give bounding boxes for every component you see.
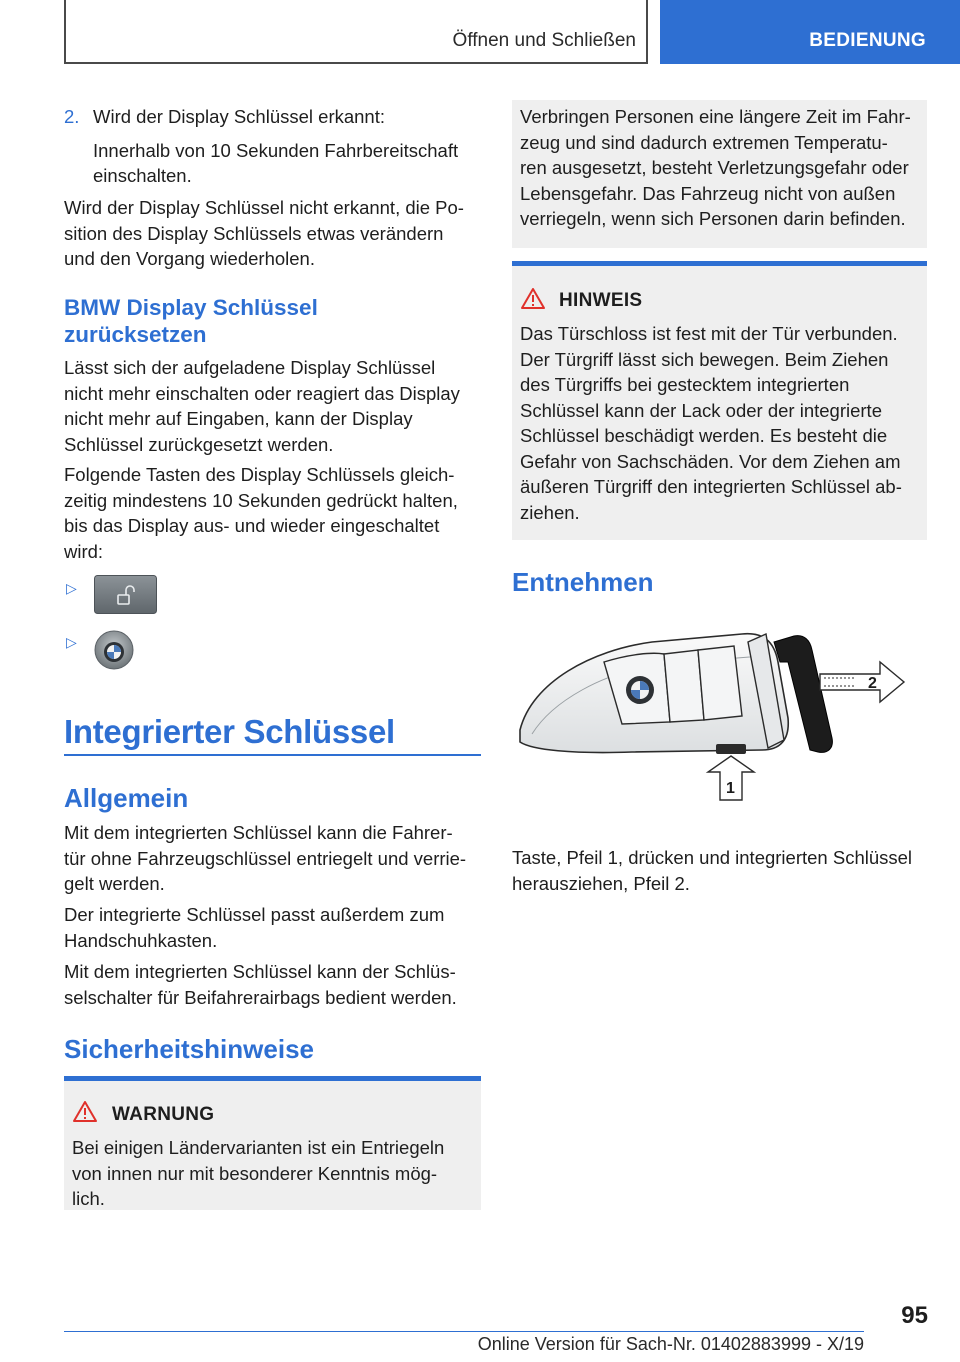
text-line: Handschuhkasten. [64, 929, 218, 951]
text-line: zeitig mindestens 10 Sekunden gedrückt halten, [64, 489, 458, 511]
heading-line: zurücksetzen [64, 322, 207, 347]
text-line: ziehen. [520, 501, 580, 523]
header-divider-right [646, 0, 648, 64]
text-line: Schlüssel kann der Lack oder der integrierte [520, 399, 882, 421]
step-2-line: Wird der Display Schlüssel erkannt: [93, 106, 385, 127]
section-title: Öffnen und Schließen [452, 30, 636, 51]
text-line: ren ausgesetzt, besteht Verletzungsgefahr oder [520, 157, 909, 178]
text-line: und den Vorgang wiederholen. [64, 248, 315, 269]
page-number: 95 [901, 1302, 928, 1329]
step-2 [64, 104, 79, 130]
text-line: Mit dem integrierten Schlüssel kann die Fahrer- [64, 822, 453, 843]
bullet-marker: ▷ [66, 634, 77, 650]
heading-entnehmen: Entnehmen [512, 567, 654, 597]
paragraph-reset [64, 355, 484, 457]
paragraph-allgemein-1 [64, 820, 484, 897]
warning-title: WARNUNG [112, 1104, 215, 1125]
text-line: Lebensgefahr. Das Fahrzeug nicht von außen [520, 182, 896, 204]
text-line: Taste, Pfeil 1, drücken und integrierten Schlüssel [512, 847, 913, 868]
chapter-tab-label: BEDIENUNG [809, 30, 926, 51]
heading-allgemein: Allgemein [64, 783, 189, 813]
step-number: 2. [64, 106, 80, 127]
text-line: Folgende Tasten des Display Schlüssels gleich- [64, 464, 455, 485]
text-line: selschalter für Beifahrerairbags bedient werden. [64, 986, 457, 1008]
notice-title: HINWEIS [559, 290, 643, 311]
text-line: Gefahr von Sachschäden. Vor dem Ziehen am [520, 450, 901, 472]
text-line: nicht mehr einschalten oder reagiert das Display [64, 382, 460, 404]
notice-text [520, 321, 925, 525]
chapter-tab[interactable] [660, 0, 960, 64]
heading-underline [64, 754, 481, 756]
text-line: nicht mehr auf Eingaben, kann der Display [64, 408, 413, 429]
step-2-sub-line: einschalten. [93, 165, 192, 186]
text-line: zeug und sind dadurch extremen Temperatu- [520, 131, 888, 153]
text-line: Das Türschloss ist fest mit der Tür verbunden. [520, 323, 898, 344]
text-line: herausziehen, Pfeil 2. [512, 872, 690, 894]
warning-icon [72, 1100, 98, 1124]
figure-caption [512, 845, 932, 896]
text-line: Mit dem integrierten Schlüssel kann der Schlüs- [64, 961, 456, 982]
paragraph-allgemein-3 [64, 959, 484, 1010]
text-line: Der integrierte Schlüssel passt außerdem zum [64, 904, 445, 925]
bmw-button-icon [94, 630, 134, 670]
text-line: Bei einigen Ländervarianten ist ein Entriegeln [72, 1137, 445, 1158]
text-line: wird: [64, 540, 104, 562]
header-divider-bottom [64, 62, 648, 64]
footer-divider [64, 1331, 864, 1332]
text-line: Verbringen Personen eine längere Zeit im Fahr- [520, 106, 911, 127]
heading-line: BMW Display Schlüssel [64, 295, 318, 320]
key-removal-illustration [512, 622, 927, 807]
heading-safety: Sicherheitshinweise [64, 1034, 314, 1064]
paragraph-not-recognized [64, 195, 484, 272]
step-2-text [93, 104, 483, 189]
notice-warning-icon [520, 287, 546, 311]
step-2-sub-line: Innerhalb von 10 Sekunden Fahrbereitschaft [93, 139, 459, 161]
text-line: Schlüssel beschädigt werden. Es besteht die [520, 425, 888, 446]
text-line: Wird der Display Schlüssel nicht erkannt, die Po- [64, 197, 464, 218]
text-line: äußeren Türgriff den integrierten Schlüssel ab- [520, 476, 902, 497]
unlock-button-icon [94, 575, 157, 614]
text-line: bis das Display aus- und wieder eingeschaltet [64, 515, 440, 536]
arrow-label-1: 1 [726, 780, 735, 797]
warning-continued-text [520, 104, 925, 232]
text-line: Schlüssel zurückgesetzt werden. [64, 433, 334, 455]
online-version-link[interactable]: Online Version für Sach-Nr. 01402883999 - X/19 [477, 1334, 864, 1354]
text-line: verriegeln, wenn sich Personen darin befinden. [520, 208, 906, 229]
text-line: des Türgriffs bei gestecktem integrierten [520, 374, 850, 395]
text-line: von innen nur mit besonderer Kenntnis mög- [72, 1162, 438, 1184]
text-line: sition des Display Schlüssels etwas verändern [64, 222, 444, 244]
heading-integrated-key: Integrierter Schlüssel [64, 713, 395, 750]
text-line: Lässt sich der aufgeladene Display Schlüssel [64, 357, 436, 378]
arrow-label-2: 2 [868, 675, 877, 692]
text-line: lich. [72, 1188, 105, 1209]
text-line: tür ohne Fahrzeugschlüssel entriegelt und verrie- [64, 847, 467, 869]
paragraph-allgemein-2 [64, 902, 484, 953]
text-line: Der Türgriff lässt sich bewegen. Beim Ziehen [520, 348, 889, 370]
text-line: gelt werden. [64, 873, 165, 894]
bullet-marker: ▷ [66, 580, 77, 596]
paragraph-keys [64, 462, 484, 564]
heading-reset [64, 294, 318, 348]
warning-text [72, 1135, 472, 1212]
